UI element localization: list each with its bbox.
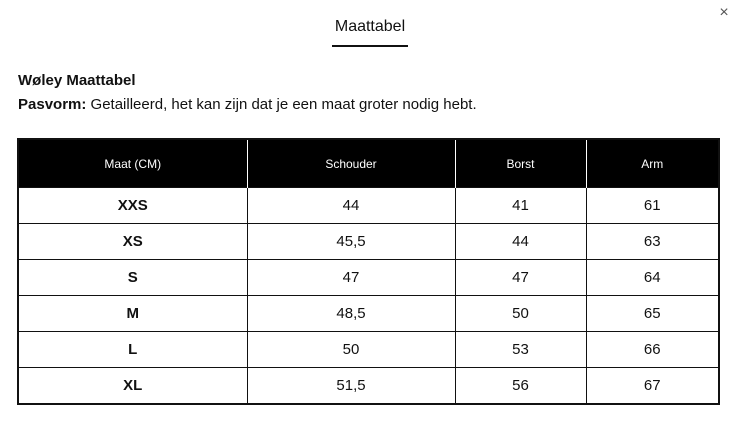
fit-label: Pasvorm: bbox=[18, 96, 87, 113]
arm-cell: 63 bbox=[586, 224, 719, 260]
arm-cell: 66 bbox=[586, 332, 719, 368]
size-table bbox=[17, 138, 720, 405]
arm-cell: 61 bbox=[586, 188, 719, 224]
table-row bbox=[18, 332, 719, 368]
size-cell: XXS bbox=[18, 188, 247, 224]
size-cell: M bbox=[18, 296, 247, 332]
tab-bar bbox=[0, 0, 735, 48]
chest-cell: 50 bbox=[455, 296, 586, 332]
column-header-shoulder: Schouder bbox=[247, 139, 455, 188]
table-row bbox=[18, 188, 719, 224]
arm-cell: 67 bbox=[586, 368, 719, 405]
size-cell: XS bbox=[18, 224, 247, 260]
fit-text: Getailleerd, het kan zijn dat je een maat groter nodig hebt. bbox=[86, 96, 477, 113]
size-cell: L bbox=[18, 332, 247, 368]
chest-cell: 44 bbox=[455, 224, 586, 260]
table-row bbox=[18, 224, 719, 260]
chest-cell: 53 bbox=[455, 332, 586, 368]
size-cell: S bbox=[18, 260, 247, 296]
column-header-size: Maat (CM) bbox=[18, 139, 247, 188]
shoulder-cell: 48,5 bbox=[247, 296, 455, 332]
table-row bbox=[18, 260, 719, 296]
arm-cell: 64 bbox=[586, 260, 719, 296]
shoulder-cell: 50 bbox=[247, 332, 455, 368]
active-tab-indicator bbox=[332, 45, 408, 47]
chest-cell: 47 bbox=[455, 260, 586, 296]
chest-cell: 56 bbox=[455, 368, 586, 405]
column-header-chest: Borst bbox=[455, 139, 586, 188]
shoulder-cell: 51,5 bbox=[247, 368, 455, 405]
table-row bbox=[18, 368, 719, 405]
close-icon: × bbox=[719, 4, 729, 21]
shoulder-cell: 47 bbox=[247, 260, 455, 296]
chest-cell: 41 bbox=[455, 188, 586, 224]
shoulder-cell: 44 bbox=[247, 188, 455, 224]
table-header-row bbox=[18, 139, 719, 188]
column-header-arm: Arm bbox=[586, 139, 719, 188]
arm-cell: 65 bbox=[586, 296, 719, 332]
tab-maattabel[interactable]: Maattabel bbox=[334, 18, 406, 35]
fit-description bbox=[18, 96, 477, 113]
table-row bbox=[18, 296, 719, 332]
size-cell: XL bbox=[18, 368, 247, 405]
shoulder-cell: 45,5 bbox=[247, 224, 455, 260]
size-chart-heading: Wøley Maattabel bbox=[18, 72, 136, 89]
